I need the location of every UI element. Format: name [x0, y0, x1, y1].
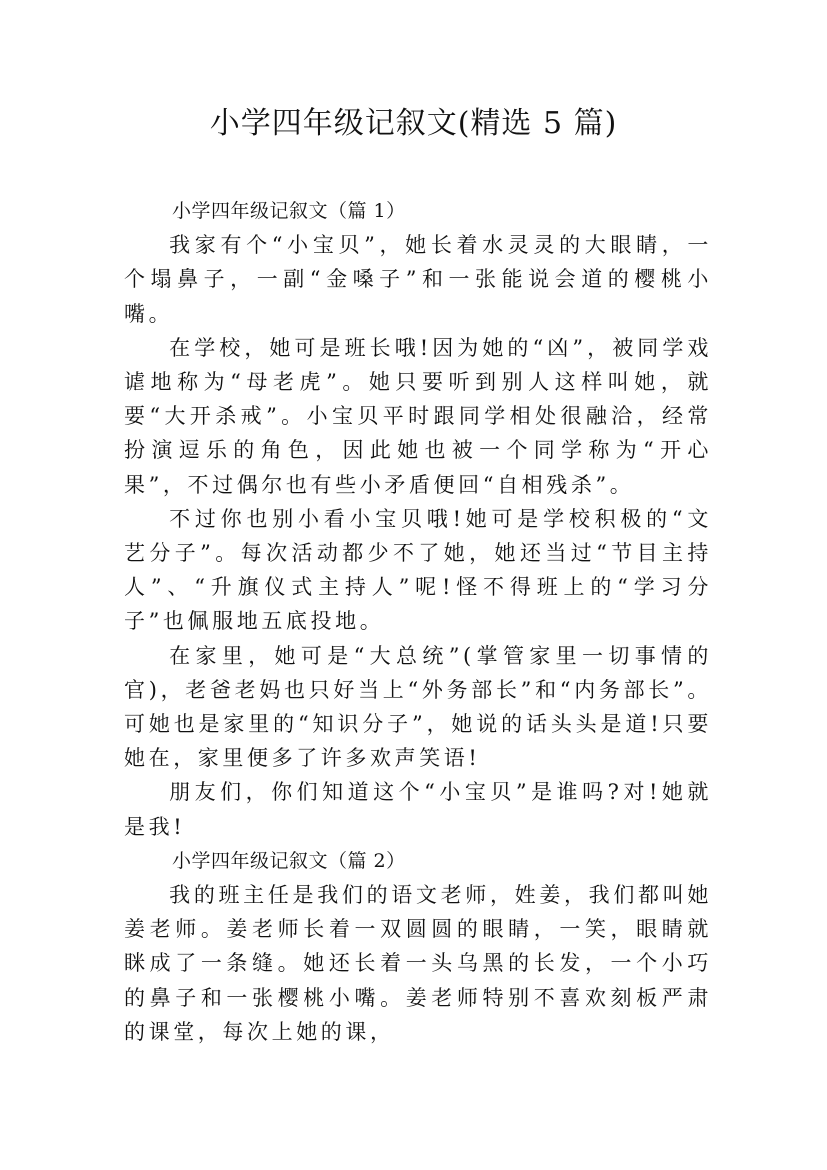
section-heading: 小学四年级记叙文（篇 1） — [172, 200, 406, 222]
paragraph: 在家里，她可是“大总统”(掌管家里一切事情的官)，老爸老妈也只好当上“外务部长”和“内务部长”。可她也是家里的“知识分子”，她说的话头头是道!只要她在，家里便多了许多欢声笑语! — [124, 643, 712, 771]
document-body — [124, 194, 712, 1049]
section-heading: 小学四年级记叙文（篇 2） — [172, 849, 406, 872]
paragraph: 我家有个“小宝贝”，她长着水灵灵的大眼睛，一个塌鼻子，一副“金嗓子”和一张能说会道的樱桃小嘴。 — [124, 233, 712, 326]
paragraph: 不过你也别小看小宝贝哦!她可是学校积极的“文艺分子”。每次活动都少不了她，她还当过“节目主持人”、“升旗仪式主持人”呢!怪不得班上的“学习分子”也佩服地五底投地。 — [124, 506, 712, 634]
paragraph: 朋友们，你们知道这个“小宝贝”是谁吗?对!她就是我! — [124, 780, 712, 839]
paragraph: 在学校，她可是班长哦!因为她的“凶”，被同学戏谑地称为“母老虎”。她只要听到别人这样叫她，就要“大开杀戒”。小宝贝平时跟同学相处很融洽，经常扮演逗乐的角色，因此她也被一个同学称为“开心果”，不过偶尔也有些小矛盾便回“自相残杀”。 — [124, 335, 712, 497]
paragraph: 我的班主任是我们的语文老师，姓姜，我们都叫她姜老师。姜老师长着一双圆圆的眼睛，一笑，眼睛就眯成了一条缝。她还长着一头乌黑的长发，一个小巧的鼻子和一张樱桃小嘴。姜老师特别不喜欢刻板严肃的课堂，每次上她的课， — [124, 883, 712, 1044]
document-title: 小学四年级记叙文(精选 5 篇) — [209, 106, 618, 141]
